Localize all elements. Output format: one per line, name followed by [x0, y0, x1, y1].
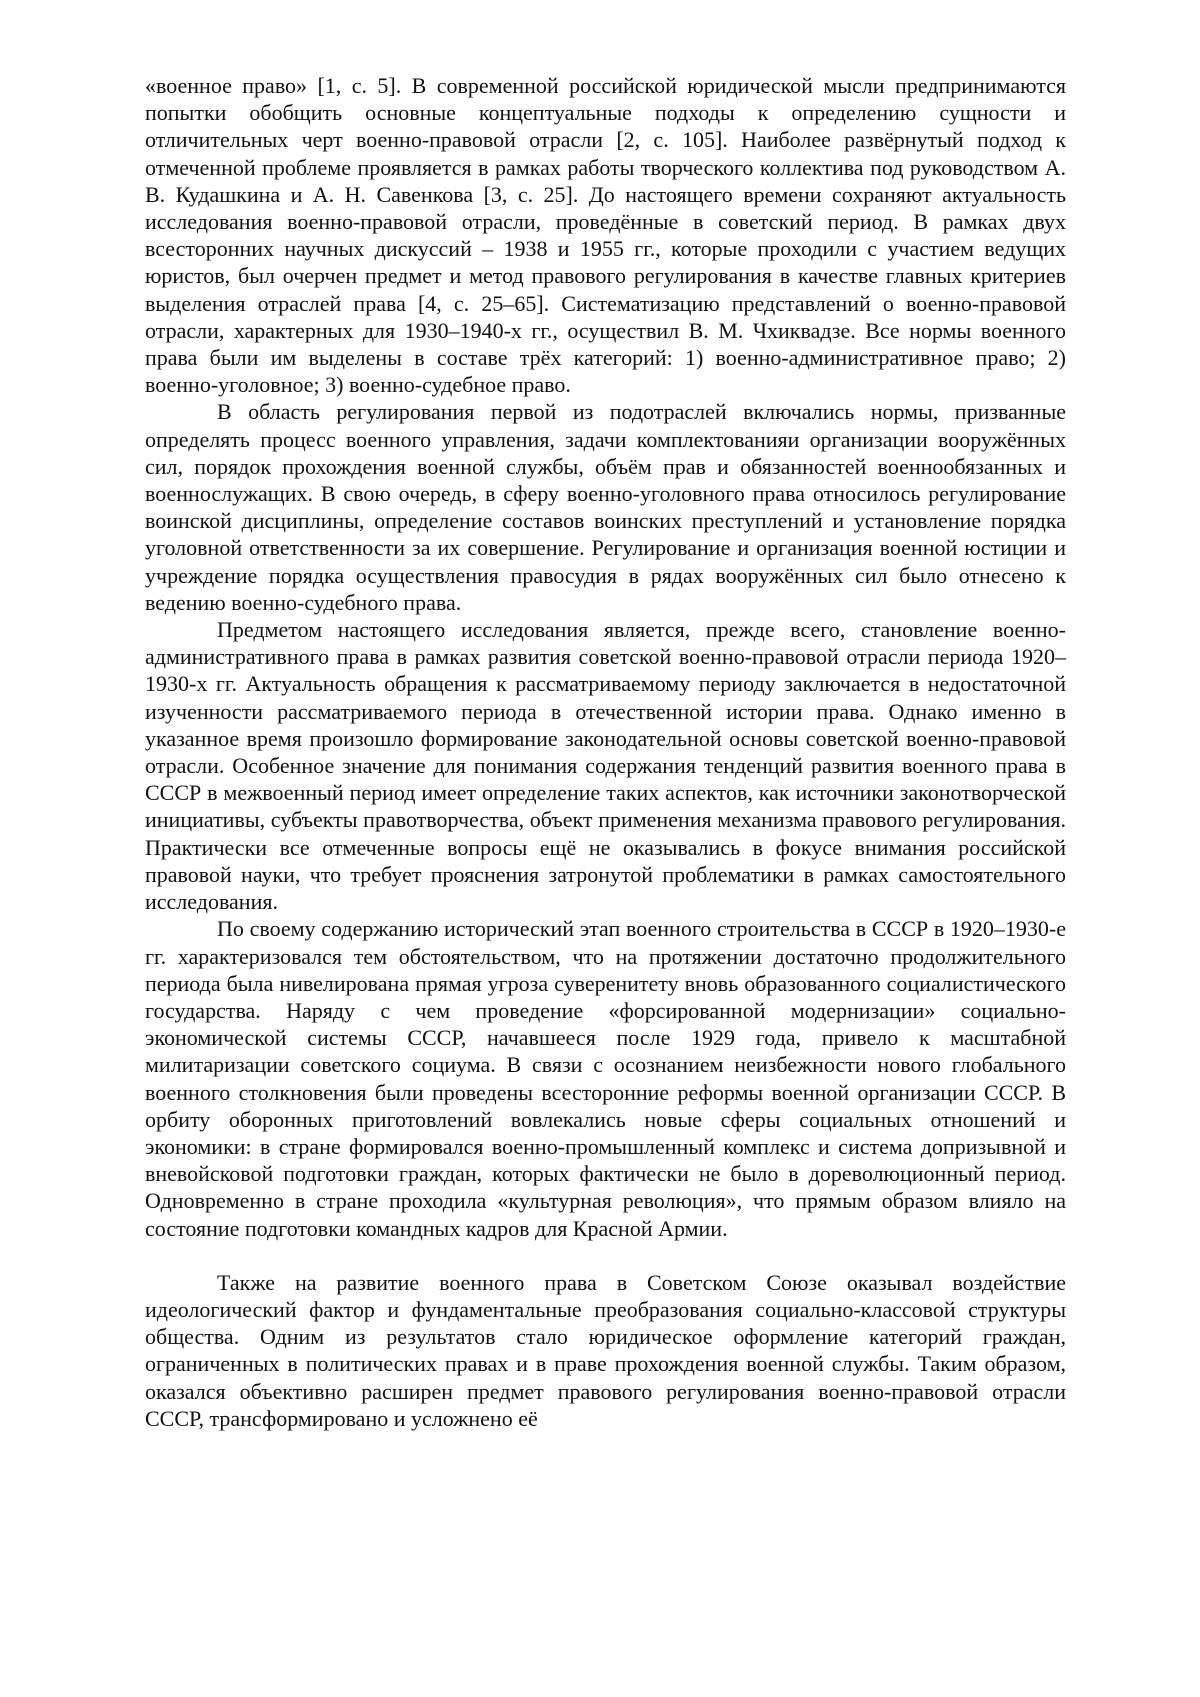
document-text: [145, 72, 1066, 1432]
paragraph-4: По своему содержанию исторический этап военного строительства в СССР в 1920–1930-е гг. характеризовался тем обстоятельством, что на протяжении достаточно продолжительного периода была нивелирована прямая угроза суверенитету вновь образованного социалистического государства. Наряду с чем проведение «форсированной модернизации» социально-экономической системы СССР, начавшееся после 1929 года, привело к масштабной милитаризации советского социума. В связи с осознанием неизбежности нового глобального военного столкновения были проведены всесторонние реформы военной организации СССР. В орбиту оборонных приготовлений вовлекались новые сферы социальных отношений и экономики: в стране формировался военно-промышленный комплекс и система допризывной и вневойсковой подготовки граждан, которых фактически не было в дореволюционный период. Одновременно в стране проходила «культурная революция», что прямым образом влияло на состояние подготовки командных кадров для Красной Армии.: [145, 916, 1066, 1241]
paragraph-1: «военное право» [1, с. 5]. В современной российской юридической мысли предпринимаются попытки обобщить основные концептуальные подходы к определению сущности и отличительных черт военно-правовой отрасли [2, с. 105]. Наиболее развёрнутый подход к отмеченной проблеме проявляется в рамках работы творческого коллектива под руководством А. В. Кудашкина и А. Н. Савенкова [3, с. 25]. До настоящего времени сохраняют актуальность исследования военно-правовой отрасли, проведённые в советский период. В рамках двух всесторонних научных дискуссий – 1938 и 1955 гг., которые проходили с участием ведущих юристов, был очерчен предмет и метод правового регулирования в качестве главных критериев выделения отраслей права [4, с. 25–65]. Систематизацию представлений о военно-правовой отрасли, характерных для 1930–1940-х гг., осуществил В. М. Чхиквадзе. Все нормы военного права были им выделены в составе трёх категорий: 1) военно-административное право; 2) военно-уголовное; 3) военно-судебное право.: [145, 73, 1066, 398]
paragraph-5: Также на развитие военного права в Советском Союзе оказывал воздействие идеологический фактор и фундаментальные преобразования социально-классовой структуры общества. Одним из результатов стало юридическое оформление категорий граждан, ограниченных в политических правах и в праве прохождения военной службы. Таким образом, оказался объективно расширен предмет правового регулирования военно-правовой отрасли СССР, трансформировано и усложнено её: [145, 1269, 1066, 1431]
paragraph-3: Предметом настоящего исследования является, прежде всего, становление военно-административного права в рамках развития советской военно-правовой отрасли периода 1920–1930-х гг. Актуальность обращения к рассматриваемому периоду заключается в недостаточной изученности рассматриваемого периода в отечественной истории права. Однако именно в указанное время произошло формирование законодательной основы советской военно-правовой отрасли. Особенное значение для понимания содержания тенденций развития военного права в СССР в межвоенный период имеет определение таких аспектов, как источники законотворческой инициативы, субъекты правотворчества, объект применения механизма правового регулирования. Практически все отмеченные вопросы ещё не оказывались в фокусе внимания российской правовой науки, что требует прояснения затронутой проблематики в рамках самостоятельного исследования.: [145, 617, 1066, 915]
paragraph-2: В область регулирования первой из подотраслей включались нормы, призванные определять процесс военного управления, задачи комплектованияи организации вооружённых сил, порядок прохождения военной службы, объём прав и обязанностей военнообязанных и военнослужащих. В свою очередь, в сферу военно-уголовного права относилось регулирование воинской дисциплины, определение составов воинских преступлений и установление порядка уголовной ответственности за их совершение. Регулирование и организация военной юстиции и учреждение порядка осуществления правосудия в рядах вооружённых сил было отнесено к ведению военно-судебного права.: [145, 399, 1066, 615]
